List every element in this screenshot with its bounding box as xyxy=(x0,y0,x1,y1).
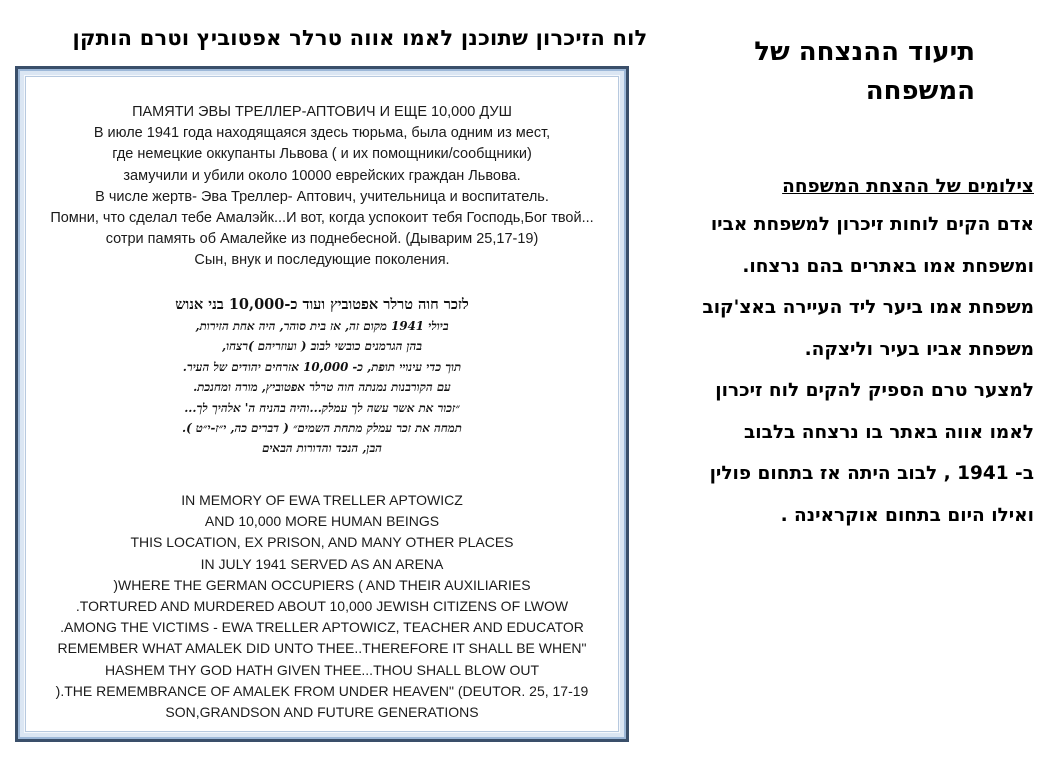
english-line: AND 10,000 MORE HUMAN BEINGS xyxy=(204,513,440,530)
russian-line: Помни, что сделал тебе Амалэйк...И вот, когда успокоит тебя Господь,Бог твой... xyxy=(50,210,594,227)
russian-line: замучили и убили около 10000 еврейских граждан Львова. xyxy=(123,167,521,184)
hebrew-line: בהן הגרמנים כובשי לבוב ( ועוזריהם )רצחו, xyxy=(222,339,422,354)
russian-line: В июле 1941 года находящаяся здесь тюрьма, была одним из мест, xyxy=(93,125,551,142)
russian-text-block xyxy=(26,102,618,272)
english-line: )WHERE THE GERMAN OCCUPIERS ( AND THEIR AUXILIARIES xyxy=(113,576,531,593)
hebrew-heading-line: לזכר חוה טרלר אפטוביץ ועוד כ-10,000 בני אנוש xyxy=(175,296,469,313)
english-line: .AMONG THE VICTIMS - EWA TRELLER APTOWICZ, TEACHER AND EDUCATOR xyxy=(60,619,584,636)
section-subheading: צילומים של ההצחת המשפחה xyxy=(782,176,1034,197)
description-line: אדם הקים לוחות זיכרון למשפחת אביו xyxy=(710,214,1034,235)
hebrew-line: תוך כדי עינויי תופת, כ- 10,000 אזרחים יהודים של העיר. xyxy=(182,359,462,374)
english-line: .TORTURED AND MURDERED ABOUT 10,000 JEWISH CITIZENS OF LWOW xyxy=(75,598,569,615)
hebrew-line: תמחה את זכר עמלק מתחת השמים״ ( דברים כה, י״ז-י״ט ). xyxy=(181,421,462,436)
description-column xyxy=(684,174,1034,536)
description-line: משפחת אמו ביער ליד העיירה באצ'קוב xyxy=(702,297,1034,318)
description-line: ומשפחת אמו באתרים בהם נרצחו. xyxy=(742,255,1034,277)
description-line: ואילו היום בתחום אוקראינה . xyxy=(780,504,1034,526)
hebrew-line: ביולי 1941 מקום זה, אז בית סוהר, היה אחת הזירות, xyxy=(195,319,449,333)
english-line: HASHEM THY GOD HATH GIVEN THEE...THOU SHALL BLOW OUT xyxy=(104,661,540,678)
description-line: למצער טרם הספיק להקים לוח זיכרון xyxy=(715,380,1034,401)
description-line: משפחת אביו בעיר וליצקה. xyxy=(804,338,1034,360)
russian-line: где немецкие оккупанты Львова ( и их помощники/сообщники) xyxy=(112,146,532,163)
description-line: לאמו אווה באתר בו נרצחה בלבוב xyxy=(743,421,1034,443)
english-line: REMEMBER WHAT AMALEK DID UNTO THEE..THEREFORE IT SHALL BE WHEN" xyxy=(57,640,587,657)
english-line: SON,GRANDSON AND FUTURE GENERATIONS xyxy=(165,704,479,721)
plaque-inner xyxy=(25,76,619,732)
memorial-plaque xyxy=(15,66,629,742)
plaque-title: לוח הזיכרון שתוכנן לאמו אווה טרלר אפטוביץ וטרם הותקן xyxy=(72,26,648,50)
russian-line: В числе жертв- Эва Треллер- Аптович, учительница и воспитатель. xyxy=(95,188,549,205)
russian-line: Сын, внук и последующие поколения. xyxy=(194,252,450,269)
hebrew-text-block xyxy=(26,294,618,459)
english-text-block xyxy=(26,490,618,723)
page-title-line: תיעוד ההנצחה של xyxy=(754,37,975,67)
english-line: THIS LOCATION, EX PRISON, AND MANY OTHER PLACES xyxy=(130,534,514,551)
page-title xyxy=(715,33,975,111)
english-line: IN JULY 1941 SERVED AS AN ARENA xyxy=(200,555,444,572)
russian-line: ПАМЯТИ ЭВЫ ТРЕЛЛЕР-АПТОВИЧ И ЕЩЕ 10,000 ДУШ xyxy=(132,104,512,120)
russian-line: сотри память об Амалейке из поднебесной. (Дыварим 25,17-19) xyxy=(105,231,539,248)
description-paragraph xyxy=(684,204,1034,536)
english-line: IN MEMORY OF EWA TRELLER APTOWICZ xyxy=(181,492,463,508)
hebrew-line: הבן, הנכד והדורות הבאים xyxy=(262,441,382,456)
hebrew-line: עם הקורבנות נמנתה חוה טרלר אפטוביץ, מורה ומחנכת. xyxy=(193,380,451,395)
description-line: ב- 1941 , לבוב היתה אז בתחום פולין xyxy=(709,463,1034,484)
english-line: ).THE REMEMBRANCE OF AMALEK FROM UNDER HEAVEN" (DEUTOR. 25, 17-19 xyxy=(55,682,589,699)
page-title-line: המשפחה xyxy=(865,76,975,106)
hebrew-line: ״זכור את אשר עשה לך עמלק...והיה בהניח ה' אלהיך לך... xyxy=(184,400,460,415)
